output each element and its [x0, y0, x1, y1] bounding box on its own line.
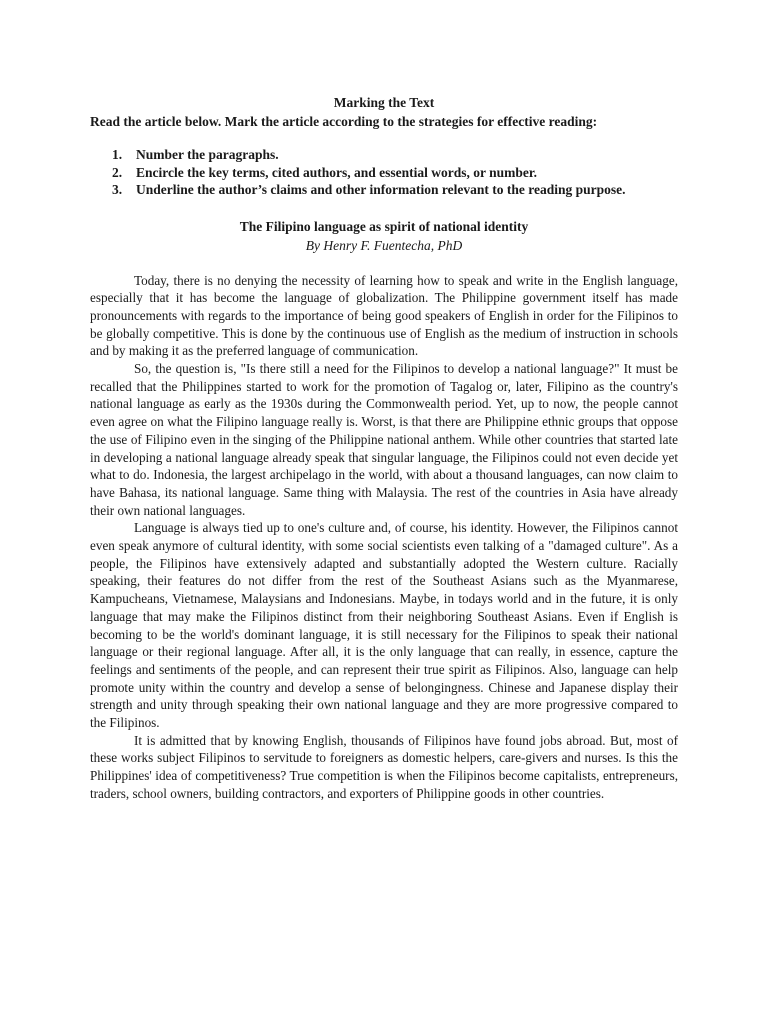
list-item — [90, 164, 678, 182]
article-paragraph: It is admitted that by knowing English, thousands of Filipinos have found jobs abroad. But, most of these works subject Filipinos to servitude to foreigners as domestic helpers, care-givers and nurses. Is this the Philippines' idea of competitiveness? True competition is when the Filipinos become capitalists, entrepreneurs, traders, school owners, building contractors, and exporters of Philippine goods in other countries. — [90, 732, 678, 801]
list-item-text: Underline the author’s claims and other information relevant to the reading purpose. — [136, 182, 626, 197]
article-body — [90, 272, 678, 803]
instruction-text: Read the article below. Mark the article according to the strategies for effective reading: — [90, 114, 598, 129]
list-item-number: 3. — [112, 182, 123, 197]
article-paragraph: Language is always tied up to one's culture and, of course, his identity. However, the Filipinos cannot even speak anymore of cultural identity, with some social scientists even talking of a "damaged culture". As a people, the Filipinos have extensively adapted and substantially adopted the Western culture. Racially speaking, their features do not differ from the rest of the Southeast Asians such as the Myanmarese, Kampucheans, Vietnamese, Malaysians and Indonesians. Maybe, in todays world and in the future, it is only language that may make the Filipinos distinct from their neighboring Southeast Asians. Even if English is becoming to be the world's dominant language, it is still necessary for the Filipinos to speak their national language or their regional language. After all, it is the only language that can really, in essence, capture the feelings and sentiments of the people, and can represent their true spirit as Filipinos. Also, language can help promote unity within the country and develop a sense of belongingness. Chinese and Japanese display their strength and unity through speaking their own national language and they are more progressive compared to the Filipinos. — [90, 520, 678, 731]
page-title: Marking the Text — [333, 95, 435, 110]
article-byline: By Henry F. Fuentecha, PhD — [305, 237, 463, 253]
list-item-number: 1. — [112, 147, 123, 162]
strategies-list — [90, 146, 678, 199]
list-item-number: 2. — [112, 164, 123, 180]
article-paragraph: Today, there is no denying the necessity of learning how to speak and write in the English language, especially that it has become the language of globalization. The Philippine government itself has made pronouncements with regards to the importance of being good speakers of English in order for the Filipinos to be globally competitive. This is done by the continuous use of English as the medium of instruction in schools and by making it as the preferred language of communication. — [90, 272, 678, 359]
list-item — [90, 146, 678, 164]
list-item-text: Number the paragraphs. — [136, 147, 279, 162]
article-title: The Filipino language as spirit of national identity — [239, 218, 529, 234]
list-item — [90, 181, 678, 199]
document-page — [90, 94, 678, 803]
list-item-text: Encircle the key terms, cited authors, and essential words, or number. — [136, 164, 537, 180]
article-paragraph: So, the question is, "Is there still a need for the Filipinos to develop a national language?" It must be recalled that the Philippines started to work for the promotion of Tagalog or, later, Filipino as the country's national language as early as the 1930s during the Commonwealth period. Yet, up to now, the people cannot even agree on what the Filipino language really is. Worst, is that there are Philippine ethnic groups that oppose the use of Filipino even in the singing of the Philippine national anthem. While other countries that started late in developing a national language already speak that singular language, the Filipinos could not even decide yet what to do. Indonesia, the largest archipelago in the world, with about a thousand languages, can now claim to have Bahasa, its national language. Same thing with Malaysia. The rest of the countries in Asia have already their own national languages. — [90, 361, 678, 518]
